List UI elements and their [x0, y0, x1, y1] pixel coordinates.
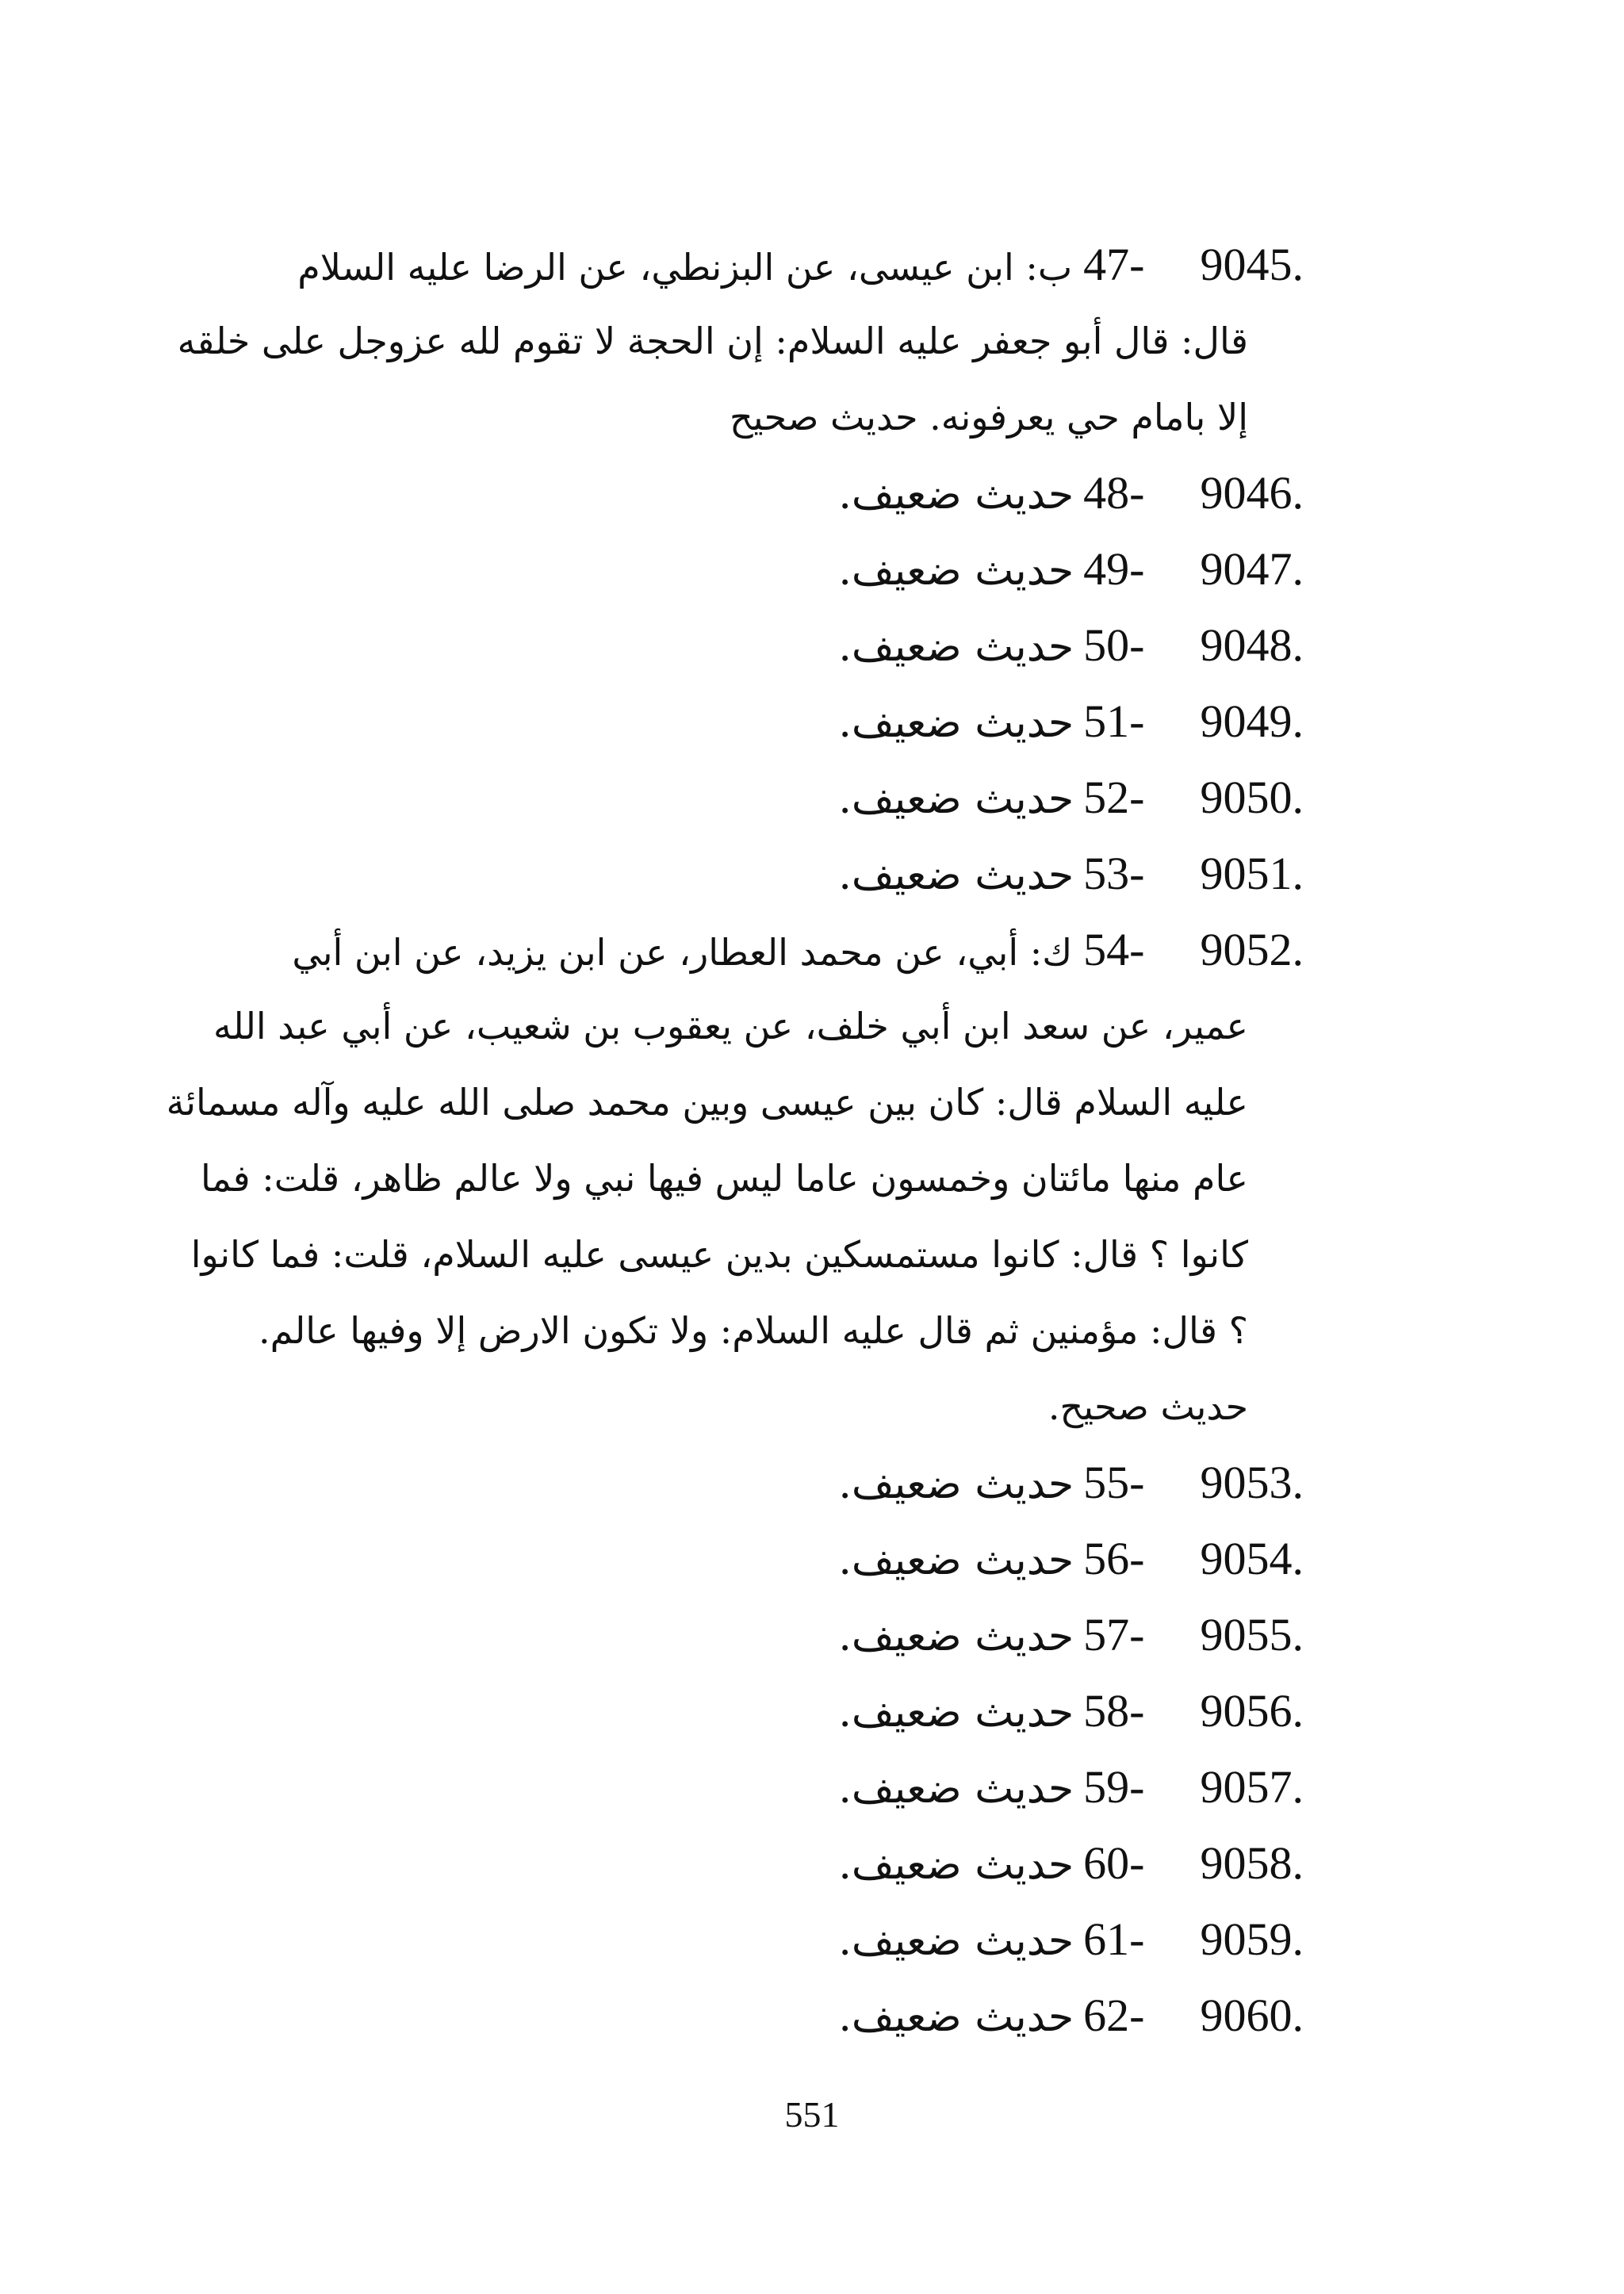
hadith-entry-9047 — [320, 531, 1304, 609]
entry-text: ك: أبي، عن محمد العطار، عن ابن يزيد، عن ابن أبي — [292, 931, 1073, 974]
entry-line — [292, 912, 1304, 990]
hadith-entry-9054 — [320, 1521, 1304, 1599]
entry-text: حديث ضعيف. — [838, 471, 1074, 519]
entry-line: ؟ قال: مؤمنين ثم قال عليه السلام: ولا تكون الارض إلا وفيها عالم. — [258, 1309, 1248, 1352]
entry-line: إلا بامام حي يعرفونه. حديث صحيح — [730, 396, 1248, 439]
hadith-entry-9050 — [320, 760, 1304, 837]
hadith-entry-9056 — [320, 1673, 1304, 1751]
entry-text: حديث ضعيف. — [838, 1993, 1074, 2041]
entry-number: 9049. — [1200, 695, 1304, 747]
entry-text: حديث ضعيف. — [838, 623, 1074, 671]
entry-subnumber: 58- — [1083, 1685, 1145, 1737]
entry-subnumber: 52- — [1083, 772, 1145, 823]
entry-line: حديث صحيح. — [1048, 1385, 1248, 1428]
entry-number: 9050. — [1200, 772, 1304, 823]
entry-number: 9054. — [1200, 1533, 1304, 1584]
hadith-entry-9046 — [320, 455, 1304, 533]
entry-text: حديث ضعيف. — [838, 1841, 1074, 1889]
entry-text: حديث ضعيف. — [838, 852, 1074, 899]
entry-text: حديث ضعيف. — [838, 1689, 1074, 1737]
entry-subnumber: 47- — [1083, 239, 1145, 290]
entry-number: 9056. — [1200, 1685, 1304, 1737]
entry-number: 9051. — [1200, 848, 1304, 899]
hadith-entry-9052 — [166, 912, 1304, 1451]
hadith-entry-9058 — [320, 1825, 1304, 1903]
entry-text: حديث ضعيف. — [838, 1917, 1074, 1965]
entry-number: 9052. — [1200, 924, 1304, 975]
entry-line: عام منها مائتان وخمسون عاما ليس فيها نبي ولا عالم ظاهر، قلت: فما — [200, 1157, 1248, 1200]
entry-number: 9053. — [1200, 1457, 1304, 1508]
hadith-entry-9048 — [320, 607, 1304, 685]
entry-number: 9045. — [1200, 239, 1304, 290]
entry-text: حديث ضعيف. — [838, 1613, 1074, 1660]
hadith-entry-9060 — [320, 1978, 1304, 2055]
entry-subnumber: 60- — [1083, 1837, 1145, 1889]
entry-number: 9047. — [1200, 543, 1304, 595]
entry-number: 9060. — [1200, 1990, 1304, 2041]
entry-subnumber: 51- — [1083, 695, 1145, 747]
entry-subnumber: 50- — [1083, 619, 1145, 671]
entry-subnumber: 59- — [1083, 1761, 1145, 1813]
entry-line: كانوا ؟ قال: كانوا مستمسكين بدين عيسى عليه السلام، قلت: فما كانوا — [190, 1233, 1248, 1276]
entry-subnumber: 48- — [1083, 467, 1145, 519]
entry-number: 9048. — [1200, 619, 1304, 671]
hadith-entry-9045 — [177, 227, 1304, 465]
entry-subnumber: 54- — [1083, 924, 1145, 975]
entry-line — [297, 227, 1304, 305]
entry-text: حديث ضعيف. — [838, 547, 1074, 595]
entry-line: عليه السلام قال: كان بين عيسى وبين محمد صلى الله عليه وآله مسمائة — [166, 1081, 1248, 1124]
hadith-entry-9053 — [320, 1445, 1304, 1522]
hadith-entry-9049 — [320, 684, 1304, 761]
hadith-entry-9057 — [320, 1749, 1304, 1827]
entry-subnumber: 55- — [1083, 1457, 1145, 1508]
hadith-entry-9051 — [320, 836, 1304, 913]
entry-text: حديث ضعيف. — [838, 699, 1074, 747]
hadith-entry-9055 — [320, 1597, 1304, 1675]
entry-subnumber: 49- — [1083, 543, 1145, 595]
page-number: 551 — [784, 2094, 840, 2135]
entry-text: حديث ضعيف. — [838, 1537, 1074, 1584]
hadith-entry-9059 — [320, 1901, 1304, 1979]
entry-number: 9046. — [1200, 467, 1304, 519]
entry-line: عمير، عن سعد ابن أبي خلف، عن يعقوب بن شعيب، عن أبي عبد الله — [213, 1005, 1248, 1047]
entry-subnumber: 61- — [1083, 1913, 1145, 1965]
entry-text: حديث ضعيف. — [838, 1461, 1074, 1508]
entry-text: ب: ابن عيسى، عن البزنطي، عن الرضا عليه السلام — [297, 246, 1073, 289]
entry-text: حديث ضعيف. — [838, 776, 1074, 823]
entry-subnumber: 62- — [1083, 1990, 1145, 2041]
entry-line: قال: قال أبو جعفر عليه السلام: إن الحجة لا تقوم لله عزوجل على خلقه — [177, 320, 1248, 362]
entry-subnumber: 57- — [1083, 1609, 1145, 1660]
entry-number: 9057. — [1200, 1761, 1304, 1813]
entry-number: 9059. — [1200, 1913, 1304, 1965]
entry-subnumber: 56- — [1083, 1533, 1145, 1584]
entry-text: حديث ضعيف. — [838, 1765, 1074, 1813]
entry-number: 9058. — [1200, 1837, 1304, 1889]
entry-subnumber: 53- — [1083, 848, 1145, 899]
entry-number: 9055. — [1200, 1609, 1304, 1660]
